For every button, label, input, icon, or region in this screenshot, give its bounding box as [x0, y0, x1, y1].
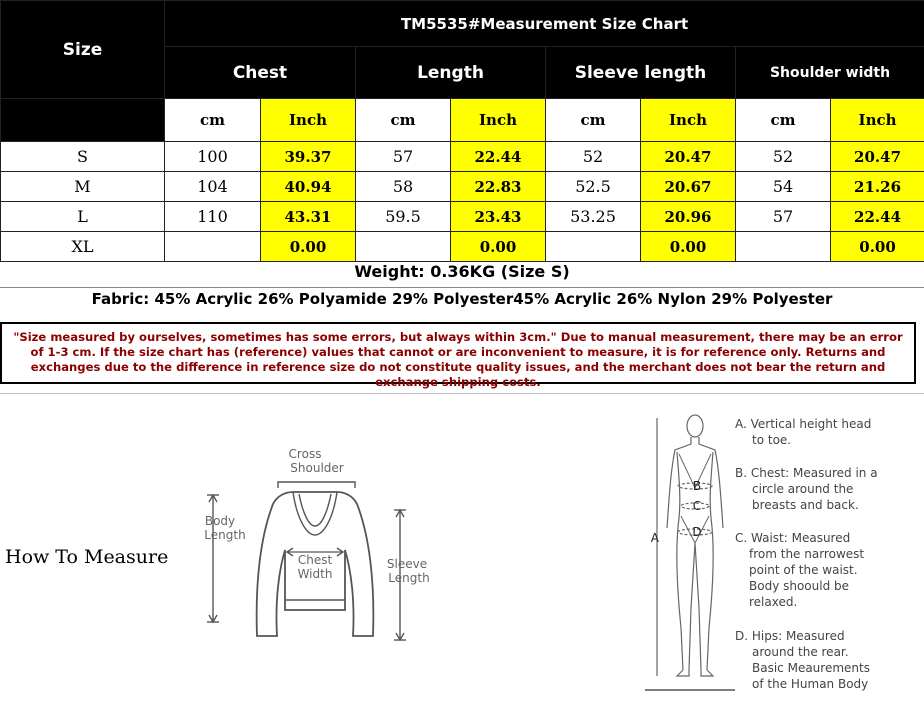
size-chart-table [0, 0, 924, 262]
table-row [1, 142, 924, 172]
length-cm: 59.5 [356, 202, 451, 232]
shoulder-cm: 57 [736, 202, 831, 232]
size-cell: S [1, 142, 165, 172]
body-diagram [645, 408, 735, 698]
length-inch: 23.43 [451, 202, 546, 232]
length-cm: 58 [356, 172, 451, 202]
sleeve-cm: 52 [546, 142, 641, 172]
sleeve-inch: 20.47 [641, 142, 736, 172]
length-header: Length [356, 47, 546, 99]
chest-inch: 40.94 [261, 172, 356, 202]
length-inch: 0.00 [451, 232, 546, 262]
body-label-2: Length [204, 528, 246, 542]
unit-inch: Inch [641, 99, 736, 142]
divider [0, 393, 924, 394]
size-cell: XL [1, 232, 165, 262]
cross-label-1: Cross [288, 447, 322, 461]
sleeve-inch: 20.67 [641, 172, 736, 202]
unit-cm: cm [356, 99, 451, 142]
length-inch: 22.83 [451, 172, 546, 202]
cross-shoulder-bracket [278, 482, 355, 488]
chest-label-1: Chest [297, 553, 333, 567]
chest-inch: 0.00 [261, 232, 356, 262]
chest-cm: 100 [165, 142, 261, 172]
unit-cm: cm [736, 99, 831, 142]
cross-label-2: Shoulder [290, 461, 344, 475]
table-row [1, 202, 924, 232]
size-header-blank [1, 99, 165, 142]
legend-d: D. Hips: Measured around the rear. Basic Meaurements of the Human Body [735, 629, 870, 691]
shoulder-inch: 0.00 [831, 232, 924, 262]
sleeve-inch: 20.96 [641, 202, 736, 232]
length-cm: 57 [356, 142, 451, 172]
size-cell: L [1, 202, 165, 232]
shoulder-cm [736, 232, 831, 262]
chest-inch: 39.37 [261, 142, 356, 172]
size-disclaimer: "Size measured by ourselves, sometimes has some errors, but always within 3cm." Due to manual measurement, there may be an error of 1-3 cm. If the size chart has (reference) values that cannot or are inconvenient to measure, it is for reference only. Returns and exchanges due to the difference in reference size do not constitute quality issues, and the merchant does not bear the return and exchange shipping costs. [0, 322, 916, 384]
size-header: Size [1, 1, 165, 99]
shoulder-width-header: Shoulder width [736, 47, 924, 99]
unit-inch: Inch [831, 99, 924, 142]
shoulder-cm: 52 [736, 142, 831, 172]
sleeve-cm: 53.25 [546, 202, 641, 232]
chest-cm: 110 [165, 202, 261, 232]
chart-title: TM5535#Measurement Size Chart [165, 1, 924, 47]
weight-line: Weight: 0.36KG (Size S) [354, 262, 570, 281]
marker-a: A [650, 531, 659, 545]
chest-header: Chest [165, 47, 356, 99]
sleeve-label-2: Length [388, 571, 430, 585]
size-cell: M [1, 172, 165, 202]
sleeve-inch: 0.00 [641, 232, 736, 262]
chest-inch: 43.31 [261, 202, 356, 232]
table-row [1, 232, 924, 262]
table-row [1, 172, 924, 202]
garment-diagram [195, 440, 445, 650]
marker-c: C [692, 499, 702, 513]
shoulder-cm: 54 [736, 172, 831, 202]
marker-d: D [692, 525, 702, 539]
sleeve-cm: 52.5 [546, 172, 641, 202]
how-to-measure-label: How To Measure [5, 546, 169, 568]
chest-label-2: Width [297, 567, 333, 581]
chest-cm: 104 [165, 172, 261, 202]
shoulder-inch: 22.44 [831, 202, 924, 232]
marker-b: B [692, 479, 702, 493]
sleeve-cm [546, 232, 641, 262]
unit-cm: cm [165, 99, 261, 142]
divider [0, 287, 924, 288]
legend-c: C. Waist: Measured from the narrowest point of the waist. Body shoould be relaxed. [735, 531, 865, 609]
shoulder-inch: 21.26 [831, 172, 924, 202]
shoulder-inch: 20.47 [831, 142, 924, 172]
fabric-line: Fabric: 45% Acrylic 26% Polyamide 29% Polyester45% Acrylic 26% Nylon 29% Polyester [91, 290, 833, 308]
legend-b: B. Chest: Measured in a circle around the breasts and back. [735, 466, 878, 512]
unit-inch: Inch [261, 99, 356, 142]
body-label-1: Body [204, 514, 236, 528]
length-cm [356, 232, 451, 262]
length-inch: 22.44 [451, 142, 546, 172]
unit-inch: Inch [451, 99, 546, 142]
chest-cm [165, 232, 261, 262]
sleeve-length-header: Sleeve length [546, 47, 736, 99]
legend-a: A. Vertical height head to toe. [735, 417, 872, 447]
sleeve-label-1: Sleeve [386, 557, 428, 571]
unit-cm: cm [546, 99, 641, 142]
